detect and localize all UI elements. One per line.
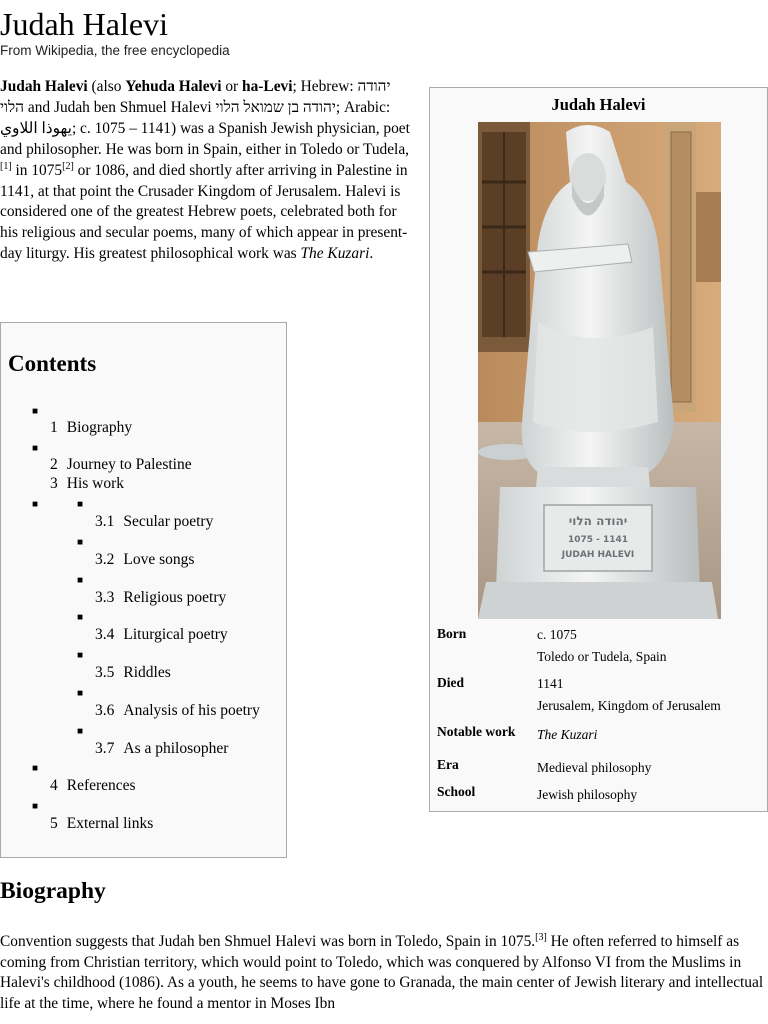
alt-name-2: ha-Levi xyxy=(242,78,293,95)
toc-item-3-1[interactable]: 3.1 Secular poetry xyxy=(95,513,214,530)
toc-bullet: ■ xyxy=(32,406,39,417)
statue-photo[interactable] xyxy=(478,122,721,619)
kuzari-link[interactable]: The Kuzari xyxy=(300,245,370,263)
infobox xyxy=(429,87,768,812)
citation-2[interactable]: [2] xyxy=(62,160,74,172)
toc-bullet: ■ xyxy=(77,612,84,623)
notable-work-label: Notable work xyxy=(437,724,516,739)
school-value[interactable]: Jewish philosophy xyxy=(537,787,638,802)
plaque-hebrew: יהודה הלוי xyxy=(568,514,628,528)
toc-bullet: ■ xyxy=(32,801,39,812)
toc-item-3-7[interactable]: 3.7 As a philosopher xyxy=(95,740,229,757)
infobox-title: Judah Halevi xyxy=(551,95,646,114)
lead-paragraph: Judah Halevi (also Yehuda Halevi or ha-Levi; Hebrew: יהודה הלוי and Judah ben Shmuel Halevi יהודה בן שמואל הלוי; Arabic: يهوذا اللاوي; c. 1075 – 1141) was a Spanish Jewish physician, poet and philosopher. He was born in Spain, either in Toledo or Tudela,[1] in 1075[2] or 1086, and died shortly after arriving in Palestine in 1141, at that point the Crusader Kingdom of Jerusalem. Halevi is considered one of the greatest Hebrew poets, celebrated both for his religious and secular poems, many of which appear in present-day liturgy. His greatest philosophical work was The Kuzari. xyxy=(0,78,410,263)
site-tagline: From Wikipedia, the free encyclopedia xyxy=(0,43,230,58)
plaque-years: 1075 - 1141 xyxy=(567,535,629,545)
toc-item-3-4[interactable]: 3.4 Liturgical poetry xyxy=(95,626,228,643)
biography-heading: Biography xyxy=(0,878,106,904)
citation-3[interactable]: [3] xyxy=(535,932,547,943)
toc-item-4[interactable]: 4 References xyxy=(50,777,136,794)
toc-item-3[interactable]: 3 His work xyxy=(50,475,125,492)
notable-work-value[interactable]: The Kuzari xyxy=(537,727,598,742)
died-value: 1141 Jerusalem, Kingdom of Jerusalem xyxy=(537,676,721,713)
toc-bullet: ■ xyxy=(32,763,39,774)
toc-bullet: ■ xyxy=(77,688,84,699)
toc-bullet: ■ xyxy=(77,499,84,510)
toc-bullet: ■ xyxy=(77,650,84,661)
toc-item-1[interactable]: 1 Biography xyxy=(50,419,133,436)
toc-bullet: ■ xyxy=(32,499,39,510)
hebrew-name: יהודה הלוי xyxy=(0,78,391,116)
arabic-name: يهوذا اللاوي xyxy=(0,119,72,137)
died-label: Died xyxy=(437,675,464,690)
plaque-name: JUDAH HALEVI xyxy=(561,550,635,560)
school-label: School xyxy=(437,784,476,799)
table-of-contents xyxy=(0,322,287,858)
toc-item-3-5[interactable]: 3.5 Riddles xyxy=(95,664,171,681)
toc-bullet: ■ xyxy=(77,726,84,737)
alt-name-1: Yehuda Halevi xyxy=(125,78,222,95)
era-value[interactable]: Medieval philosophy xyxy=(537,760,652,775)
toc-item-5[interactable]: 5 External links xyxy=(50,815,154,832)
toc-item-3-2[interactable]: 3.2 Love songs xyxy=(95,551,195,568)
biography-paragraph: Convention suggests that Judah ben Shmuel Halevi was born in Toledo, Spain in 1075.[3] He often referred to himself as coming from Christian territory, which would point to Toledo, which was conquered by Alfonso VI from the Muslims in Halevi's childhood (1086). As a youth, he seems to have gone to Granada, the main center of Jewish literary and intellectual life at the time, where he found a mentor in Moses Ibn xyxy=(0,932,764,1012)
era-label: Era xyxy=(437,757,459,772)
page-title: Judah Halevi xyxy=(0,6,168,42)
born-label: Born xyxy=(437,626,467,641)
toc-bullet: ■ xyxy=(77,537,84,548)
toc-item-3-6[interactable]: 3.6 Analysis of his poetry xyxy=(95,702,260,719)
citation-1[interactable]: [1] xyxy=(0,160,12,172)
subject-name: Judah Halevi xyxy=(0,78,88,95)
born-value: c. 1075 Toledo or Tudela, Spain xyxy=(537,627,667,664)
hebrew-full-name: יהודה בן שמואל הלוי xyxy=(215,98,336,116)
toc-bullet: ■ xyxy=(77,575,84,586)
toc-item-2[interactable]: 2 Journey to Palestine xyxy=(50,456,192,473)
toc-bullet: ■ xyxy=(32,443,39,454)
toc-title: Contents xyxy=(8,351,97,376)
toc-item-3-3[interactable]: 3.3 Religious poetry xyxy=(95,589,227,606)
